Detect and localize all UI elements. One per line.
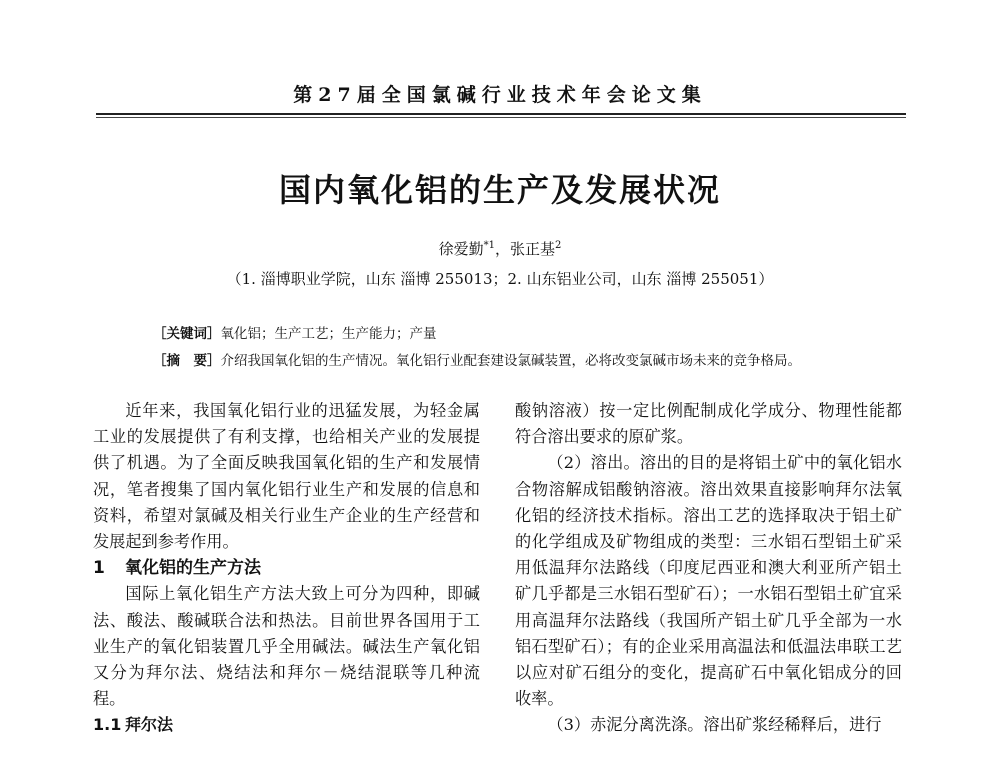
header-rule-thin: [96, 117, 906, 118]
dissolution-paragraph: （2）溶出。溶出的目的是将铝土矿中的氧化铝水合物溶解成铝酸钠溶液。溶出效果直接影响拜尔法氧化铝的经济技术指标。溶出工艺的选择取决于铝土矿的化学组成及矿物组成的类型：三水铝石型铝土矿采用低温拜尔法路线（印度尼西亚和澳大利亚所产铝土矿几乎都是三水铝石型矿石）；一水铝石型铝土矿宜采用高温拜尔法路线（我国所产铝土矿几乎全部为一水铝石型矿石）；有的企业采用高温法和低温法串联工艺以应对矿石组分的变化，提高矿石中氧化铝成分的回收率。: [515, 453, 902, 709]
subsection-1-1-title: 拜尔法: [125, 715, 174, 735]
author-2: 张正基: [510, 240, 556, 258]
author-2-mark: 2: [555, 240, 562, 251]
author-line: [0, 238, 1000, 259]
continuation-paragraph: 酸钠溶液）按一定比例配制成化学成分、物理性能都符合溶出要求的原矿浆。: [515, 401, 902, 447]
keywords-text: 氧化铝；生产工艺；生产能力；产量: [220, 326, 437, 342]
abstract-text: 介绍我国氧化铝的生产情况。氧化铝行业配套建设氯碱装置，必将改变氯碱市场未来的竞争格局。: [220, 353, 801, 369]
author-separator: ，: [494, 240, 510, 258]
left-column: [93, 398, 480, 739]
header-rule: [96, 113, 906, 115]
running-header: 第27届全国氯碱行业技术年会论文集: [293, 84, 707, 106]
section-1-heading: [93, 555, 480, 581]
abstract-line: [153, 349, 801, 369]
author-1: 徐爱勤: [438, 240, 484, 258]
abstract-label: ［摘 要］: [153, 353, 221, 369]
paper-title: 国内氧化铝的生产及发展状况: [278, 171, 721, 209]
section-1-number: 1: [93, 558, 105, 579]
subsection-1-1-number: 1.1: [93, 715, 122, 735]
section-1-paragraph: 国际上氧化铝生产方法大致上可分为四种，即碱法、酸法、酸碱联合法和热法。目前世界各国用于工业生产的氧化铝装置几乎全用碱法。碱法生产氧化铝又分为拜尔法、烧结法和拜尔－烧结混联等几种流程。: [93, 584, 480, 709]
affiliation: （1. 淄博职业学院，山东 淄博 255013；2. 山东铝业公司，山东 淄博 255051）: [226, 270, 774, 288]
intro-paragraph: 近年来，我国氧化铝行业的迅猛发展，为轻金属工业的发展提供了有利支撑，也给相关产业的发展提供了机遇。为了全面反映我国氧化铝的生产和发展情况，笔者搜集了国内氧化铝行业生产和发展的信息和资料，希望对氯碱及相关行业生产企业的生产经营和发展起到参考作用。: [93, 401, 480, 552]
section-1-title: 氧化铝的生产方法: [125, 558, 261, 579]
keywords-line: [153, 322, 437, 342]
author-1-mark: *1: [483, 240, 495, 251]
red-mud-paragraph: （3）赤泥分离洗涤。溶出矿浆经稀释后，进行: [547, 715, 882, 735]
subsection-1-1-heading: [93, 712, 480, 738]
keywords-label: ［关键词］: [153, 326, 221, 342]
right-column: [515, 398, 902, 739]
